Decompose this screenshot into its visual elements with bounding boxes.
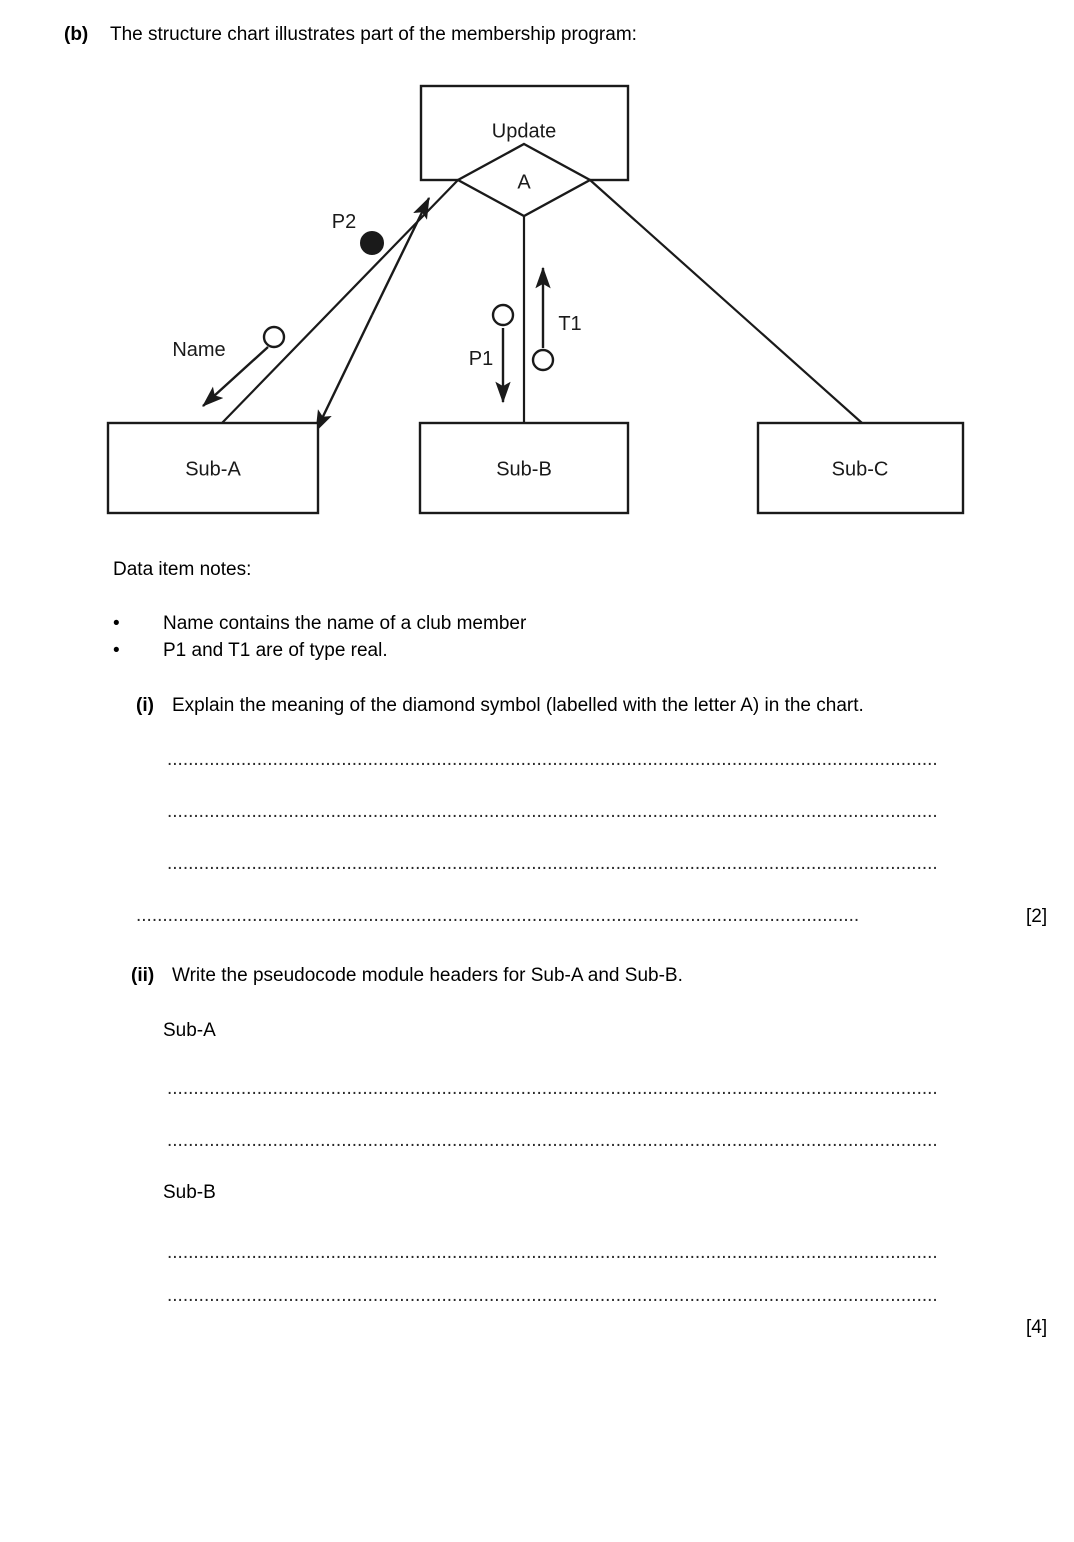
module-box-sub-a	[108, 423, 318, 513]
couple-p1	[469, 305, 513, 402]
connector-update-sub-c	[590, 180, 862, 423]
answer-line[interactable]: ..................................................................................................................................................	[167, 749, 938, 770]
question-ii-row	[131, 963, 683, 989]
module-box-sub-c	[758, 423, 963, 513]
module-box-sub-b	[420, 423, 628, 513]
note-item	[113, 637, 813, 664]
question-ii-label: (ii)	[131, 965, 155, 986]
filled-circle-marker-p2	[361, 232, 383, 254]
data-item-notes-list	[113, 610, 813, 664]
question-i-row	[136, 693, 864, 719]
marks-badge-ii: [4]	[1026, 1317, 1048, 1338]
couple-t1	[533, 268, 582, 370]
question-i-label: (i)	[136, 695, 154, 716]
note-text: Name contains the name of a club member	[163, 613, 527, 634]
note-text: P1 and T1 are of type real.	[163, 640, 388, 661]
module-label-update: Update	[491, 120, 557, 143]
marks-badge-i: [2]	[1026, 906, 1048, 927]
couple-label-p2: P2	[331, 211, 357, 233]
sub-a-answer-heading: Sub-A	[163, 1020, 216, 1041]
part-b-text: The structure chart illustrates part of the membership program:	[110, 24, 637, 45]
structure-chart-diagram	[0, 70, 1074, 540]
question-i-text: Explain the meaning of the diamond symbol (labelled with the letter A) in the chart.	[172, 695, 864, 716]
couple-name	[172, 327, 284, 406]
note-item	[113, 610, 813, 637]
answer-line[interactable]: ..................................................................................................................................................	[167, 1285, 938, 1306]
selection-diamond-label: A	[517, 171, 531, 194]
part-b-question-row	[64, 22, 637, 48]
hollow-circle-marker-name	[264, 327, 284, 347]
answer-line[interactable]: ..................................................................................................................................................	[167, 1130, 938, 1151]
answer-line[interactable]: ..................................................................................................................................................	[167, 853, 938, 874]
module-label-sub-b: Sub-B	[496, 458, 552, 481]
note-bullet-icon: •	[113, 640, 120, 661]
answer-line[interactable]: ..................................................................................................................................................	[167, 1078, 938, 1099]
couple-label-p1: P1	[468, 348, 494, 370]
answer-line[interactable]: .........................................................................................................................................	[136, 905, 860, 926]
part-b-label: (b)	[64, 24, 89, 45]
couple-label-t1: T1	[558, 313, 582, 335]
hollow-circle-marker-t1	[533, 350, 553, 370]
couple-p2	[316, 198, 429, 431]
data-item-notes-heading: Data item notes:	[113, 559, 252, 580]
question-ii-text: Write the pseudocode module headers for Sub-A and Sub-B.	[172, 965, 683, 986]
sub-b-answer-heading: Sub-B	[163, 1182, 216, 1203]
module-label-sub-a: Sub-A	[185, 458, 241, 481]
note-bullet-icon: •	[113, 613, 120, 634]
module-label-sub-c: Sub-C	[831, 458, 889, 481]
hollow-circle-marker-p1	[493, 305, 513, 325]
answer-line[interactable]: ..................................................................................................................................................	[167, 801, 938, 822]
couple-label-name: Name	[172, 339, 226, 361]
answer-line[interactable]: ..................................................................................................................................................	[167, 1242, 938, 1263]
